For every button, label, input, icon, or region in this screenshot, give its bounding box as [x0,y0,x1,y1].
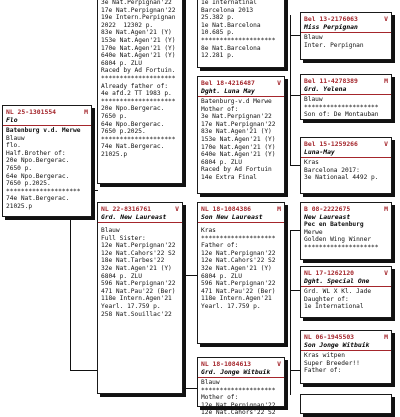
sex-badge: M [277,205,281,213]
card-line: 17e Nat.Perpignan'22 [201,120,276,128]
pigeon-name: Flo [6,116,18,124]
card-line: Mother of: [201,394,239,402]
card-line: 596 Nat.Perpignan'22 [201,280,276,288]
card-line: ******************** [201,36,276,44]
pedigree-card-grd-jonge-witbuik [197,357,285,417]
card-line: 83e Nat.Agen'21 (Y) [201,128,272,136]
pedigree-connector [290,35,300,36]
card-header [304,15,388,23]
card-line: 25.382 p. [201,14,235,22]
card-line: Father of: [201,242,239,250]
pedigree-connector [185,275,186,390]
card-line: 640e Nat.Agen'21 (Y) [101,52,176,60]
card-line: 20e Npo.Bergerac. [6,157,70,165]
sex-badge: M [84,108,88,116]
card-line: 64e Npo.Bergerac. [6,172,70,180]
card-line: Kras [201,227,216,234]
card-header [304,205,388,213]
card-line: 3e Nat.Perpignan'22 [101,0,172,6]
divider [301,94,391,95]
card-line: Already father of: [101,82,169,90]
card-line: 10.685 p. [201,29,235,37]
card-line: Raced by Ad Fortuin [201,166,272,174]
card-line: 7650 p. [101,112,128,120]
pedigree-connector [290,370,300,371]
card-header [304,269,388,277]
card-line: ******************** [101,74,176,82]
card-line: 12e Nat.Cahors'22 S2 [201,409,276,417]
card-line: 19e Intern.Perpignan [101,14,176,22]
card-line: 170e Nat.Agen'21 (Y) [101,44,176,52]
card-line: ******************** [201,234,276,242]
card-line: Blauw [304,34,323,41]
ring-number: Bel 11-4278389 [304,77,358,85]
card-line: 4e afd.2 TT 1983 p. [101,90,172,98]
card-line: 32e Nat.Agen'21 (Y) [201,264,272,272]
ring-number: NL 17-1262120 [304,269,355,277]
card-line: Raced by Ad Fortuin. [101,67,176,75]
pigeon-name: Son Jonge Witbuik [304,341,370,349]
card-line: Blauw [6,134,25,142]
card-line: Pec en Batenburg [304,221,364,228]
pedigree-card-dght-luna-may [197,76,285,194]
pigeon-name: Dght. Special One [304,277,370,285]
card-line: 2022 12302 p. [101,21,154,29]
card-header [101,205,179,213]
card-line: 640e Nat.Agen'21 (Y) [201,151,276,159]
pedigree-connector [290,165,300,166]
card-line: ******************** [304,243,379,251]
card-header [304,140,388,148]
ring-number: NL 18-1084613 [201,360,252,368]
card-header [201,360,281,368]
card-line: 83e Nat.Agen'21 (Y) [101,29,172,37]
sex-badge: V [384,140,388,148]
pedigree-card-new-laureast [300,202,392,260]
card-line: 6804 p. ZLU [201,158,242,166]
sex-badge: V [384,15,388,23]
sex-badge: M [384,77,388,85]
card-line: 596 Nat.Perpignan'22 [101,280,176,288]
card-line: 7650 p.2025. [6,180,51,188]
pedigree-card-luna-may [300,137,392,194]
card-line: 3e Nationaal 4492 p. [304,174,379,182]
sex-badge: M [384,333,388,341]
divider [98,222,182,223]
card-line: 1e International [304,303,364,311]
card-line: 6804 p. ZLU [201,272,242,280]
card-line: 12e Nat.Cahors'22 S2 [201,257,276,265]
card-line: Son of: De Montauban [304,111,379,119]
ring-number: Bel 15-1259266 [304,140,358,148]
pedigree-card-grd-new-laureast [97,202,183,394]
pigeon-name: New Laureast [304,213,351,221]
pedigree-connector [290,95,300,96]
ring-number: Bel 18-4216487 [201,79,255,87]
sex-badge: V [277,79,281,87]
card-line: 14e Extra Final [201,173,257,181]
pedigree-connector [290,230,300,231]
ring-number: B 08-2222675 [304,205,351,213]
card-line: Kras [304,159,319,166]
card-header [201,205,281,213]
card-line: ******************** [101,97,176,105]
ring-number: NL 06-1945503 [304,333,355,341]
pigeon-name: Grd. New Laureast [101,213,167,221]
divider [301,157,391,158]
sex-badge: V [175,205,179,213]
card-line: 118e Intern.Agen'21 [101,295,172,303]
card-line: Yearl. 17.759 p. [101,302,161,310]
card-line: 12e Nat.Cahors'22 S2 [101,249,176,257]
card-line: 471 Nat.Pau'22 (Ber) [201,287,276,295]
pedigree-connector [185,35,186,175]
divider [301,32,391,33]
card-line: Blauw [201,379,220,386]
card-line: 12e Nat.Perpignan'22 [101,242,176,250]
pigeon-name: Grd. Jonge Witbuik [201,368,271,376]
card-line: 64e Npo.Bergerac. [101,120,165,128]
card-header [304,77,388,85]
card-line: ******************** [201,386,276,394]
card-line: Barcelona 2017: [304,166,360,174]
card-line: 6804 p. ZLU [101,59,142,67]
card-line: 8e Nat.Barcelona [201,44,261,52]
pedigree-connector [290,15,291,165]
card-line: 20e Npo.Bergerac. [101,105,165,113]
card-line: Merwe [304,228,323,236]
card-line: 21025.p [6,202,33,210]
divider [198,377,284,378]
pedigree-connector [185,275,197,276]
card-line: 6804 p. ZLU [101,272,142,280]
card-line: 12.281 p. [201,52,235,60]
card-line: 18e Nat.Tarbes'22 [101,257,165,265]
card-line: 17e Nat.Perpignan'22 [101,6,176,14]
pedigree-card-dght-special-one [300,266,392,318]
pedigree-connector [185,388,197,389]
card-line: 3e Nat.Perpignan'22 [201,113,272,121]
card-line: ******************** [304,103,379,111]
card-line: 74e Nat.Bergerac. [6,195,70,203]
card-line: 153e Nat.Agen'21 (Y) [201,135,276,143]
sex-badge: V [384,269,388,277]
sex-badge: V [277,360,281,368]
card-line: Father of: [304,367,342,375]
card-line: 74e Nat.Bergerac. [101,143,165,151]
card-line: Golden Wing Winner [304,236,372,244]
card-line: Batenburg-v.d Merwe [201,98,272,105]
pedigree-card-son-jonge-witbuik [300,330,392,384]
card-line: Full Sister: [101,234,146,242]
card-line: Super Breeder!! [304,359,360,367]
divider [301,350,391,351]
card-line: Kras witpen [304,352,345,359]
ring-number: NL 25-1301554 [6,108,57,116]
card-line: Batenburg v.d. Merwe [6,127,81,134]
ring-number: NL 22-8316761 [101,205,152,213]
card-header [201,79,281,87]
card-line: 170e Nat.Agen'21 (Y) [201,143,276,151]
card-line: ******************** [101,135,176,143]
divider [3,125,91,126]
card-header [304,333,388,341]
pedigree-connector [290,290,300,291]
pedigree-card-sire-of-sire [97,0,183,184]
card-line: 1e Internatinal [201,0,257,6]
pigeon-name: Luna-May [304,148,335,156]
pigeon-name: Grd. Yelena [304,85,347,93]
pedigree-card-son-new-laureast [197,202,285,344]
card-line: 1e Nat.Barcelona [201,21,261,29]
card-line: Yearl. 17.759 p. [201,302,261,310]
card-line: ******************** [6,187,81,195]
card-line: 12e Nat.Perpignan'22 [201,401,276,409]
pedigree-card-partial [300,394,392,414]
card-line: Grd. WL X Kl. Jade [304,288,372,295]
card-line: 32e Nat.Agen'21 (Y) [101,264,172,272]
divider [198,96,284,97]
card-header [6,108,88,116]
card-line: Inter. Perpignan [304,41,364,49]
card-line: flo. [6,142,21,150]
sex-badge: M [384,205,388,213]
ring-number: Bel 13-2176063 [304,15,358,23]
card-line: Barcelona 2013 [201,6,254,14]
ring-number: NL 18-1084386 [201,205,252,213]
divider [301,286,391,287]
card-line: 153e Nat.Agen'21 (Y) [101,36,176,44]
card-line: Blauw [101,227,120,234]
card-line: Blauw [304,96,323,103]
card-line: 21025.p [101,150,128,158]
card-line: 7650 p.2025. [101,128,146,136]
pigeon-name: Dght. Luna May [201,87,255,95]
card-line: 12e Nat.Perpignan'22 [201,249,276,257]
pigeon-name: Miss Perpignan [304,23,358,31]
card-line: Half.Brother of: [6,149,66,157]
pigeon-name: Son New Laureast [201,213,263,221]
pedigree-card-top-right [197,0,285,68]
pedigree-card-subject [2,105,92,217]
pedigree-connector [70,370,98,371]
pedigree-card-miss-perpignan [300,12,392,60]
card-line: 7650 p. [6,164,33,172]
card-line: Mother of: [201,105,239,113]
card-line: Daughter of: [304,295,349,303]
divider [198,222,284,223]
pedigree-card-grd-yelena [300,74,392,120]
card-line: 471 Nat.Pau'22 (Ber) [101,287,176,295]
card-line: 258 Nat.Souillac'22 [101,310,172,318]
card-line: 118e Intern.Agen'21 [201,295,272,303]
